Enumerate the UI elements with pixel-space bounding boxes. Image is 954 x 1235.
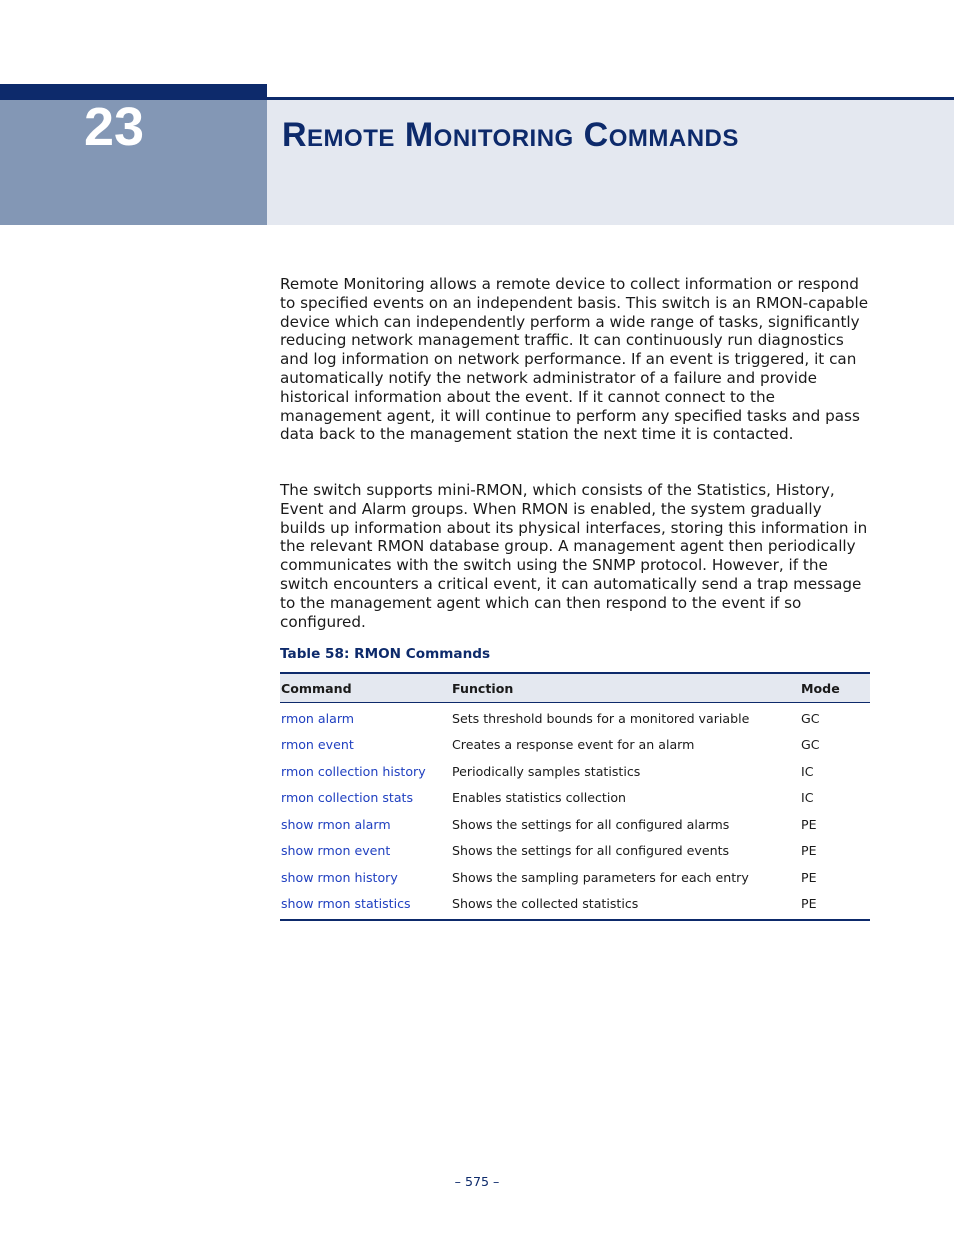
command-link[interactable]: rmon event [281, 737, 354, 753]
mini-rmon-paragraph: The switch supports mini-RMON, which consists of the Statistics, History, Event and Alarm groups. When RMON is enabled, the system gradually builds up information about its physical interfaces, storing this information in the relevant RMON database group. A management agent then periodically communicates with the switch using the SNMP protocol. However, if the switch encounters a critical event, it can automatically send a trap message to the management agent which can then respond to the event if so configured. [280, 481, 868, 631]
table-row [280, 891, 870, 921]
command-cell [280, 758, 451, 785]
function-cell: Shows the sampling parameters for each entry [452, 869, 749, 885]
command-link[interactable]: show rmon alarm [281, 816, 391, 832]
mode-cell: GC [801, 737, 820, 753]
chapter-title: Remote Monitoring Commands [282, 116, 739, 154]
table-caption: Table 58: RMON Commands [280, 646, 491, 662]
table-row [280, 811, 870, 838]
table-row [280, 732, 870, 759]
page-number: – 575 – [454, 1174, 500, 1189]
function-cell: Shows the settings for all configured events [452, 843, 730, 859]
command-link[interactable]: show rmon history [281, 869, 398, 885]
mode-cell: PE [801, 816, 817, 832]
function-cell: Shows the settings for all configured alarms [452, 816, 730, 832]
table-row [280, 758, 870, 785]
function-cell: Shows the collected statistics [452, 896, 639, 912]
function-cell: Periodically samples statistics [452, 763, 641, 779]
command-cell [280, 703, 451, 732]
rmon-commands-table [280, 672, 870, 921]
command-cell [280, 732, 451, 759]
mode-cell: PE [801, 896, 817, 912]
mode-cell: GC [801, 710, 820, 726]
command-cell [280, 891, 451, 921]
command-cell [280, 785, 451, 812]
command-link[interactable]: rmon collection history [281, 763, 426, 779]
table-row [280, 864, 870, 891]
command-link[interactable]: rmon alarm [281, 710, 355, 726]
table-row [280, 703, 870, 732]
command-link[interactable]: show rmon event [281, 843, 391, 859]
function-cell: Enables statistics collection [452, 790, 627, 806]
mode-cell: IC [801, 790, 814, 806]
command-link[interactable]: show rmon statistics [281, 896, 411, 912]
command-cell [280, 838, 451, 865]
mode-cell: PE [801, 869, 817, 885]
chapter-number: 23 [84, 97, 145, 157]
header-mode: Mode [800, 673, 870, 703]
table-row [280, 838, 870, 865]
function-cell: Creates a response event for an alarm [452, 737, 695, 753]
command-cell [280, 864, 451, 891]
table-row [280, 785, 870, 812]
header-function: Function [451, 673, 800, 703]
command-cell [280, 811, 451, 838]
intro-paragraph: Remote Monitoring allows a remote device to collect information or respond to specified events on an independent basis. This switch is an RMON-capable device which can independently perform a wide range of tasks, significantly reducing network management traffic. It can continuously run diagnostics and log information on network performance. If an event is triggered, it can automatically notify the network administrator of a failure and provide historical information about the event. If it cannot connect to the management agent, it will continue to perform any specified tasks and pass data back to the management station the next time it is contacted. [280, 275, 869, 444]
table-header-row [280, 673, 870, 703]
mode-cell: IC [801, 763, 814, 779]
mode-cell: PE [801, 843, 817, 859]
function-cell: Sets threshold bounds for a monitored variable [452, 710, 750, 726]
command-link[interactable]: rmon collection stats [281, 790, 414, 806]
header-command: Command [280, 673, 451, 703]
